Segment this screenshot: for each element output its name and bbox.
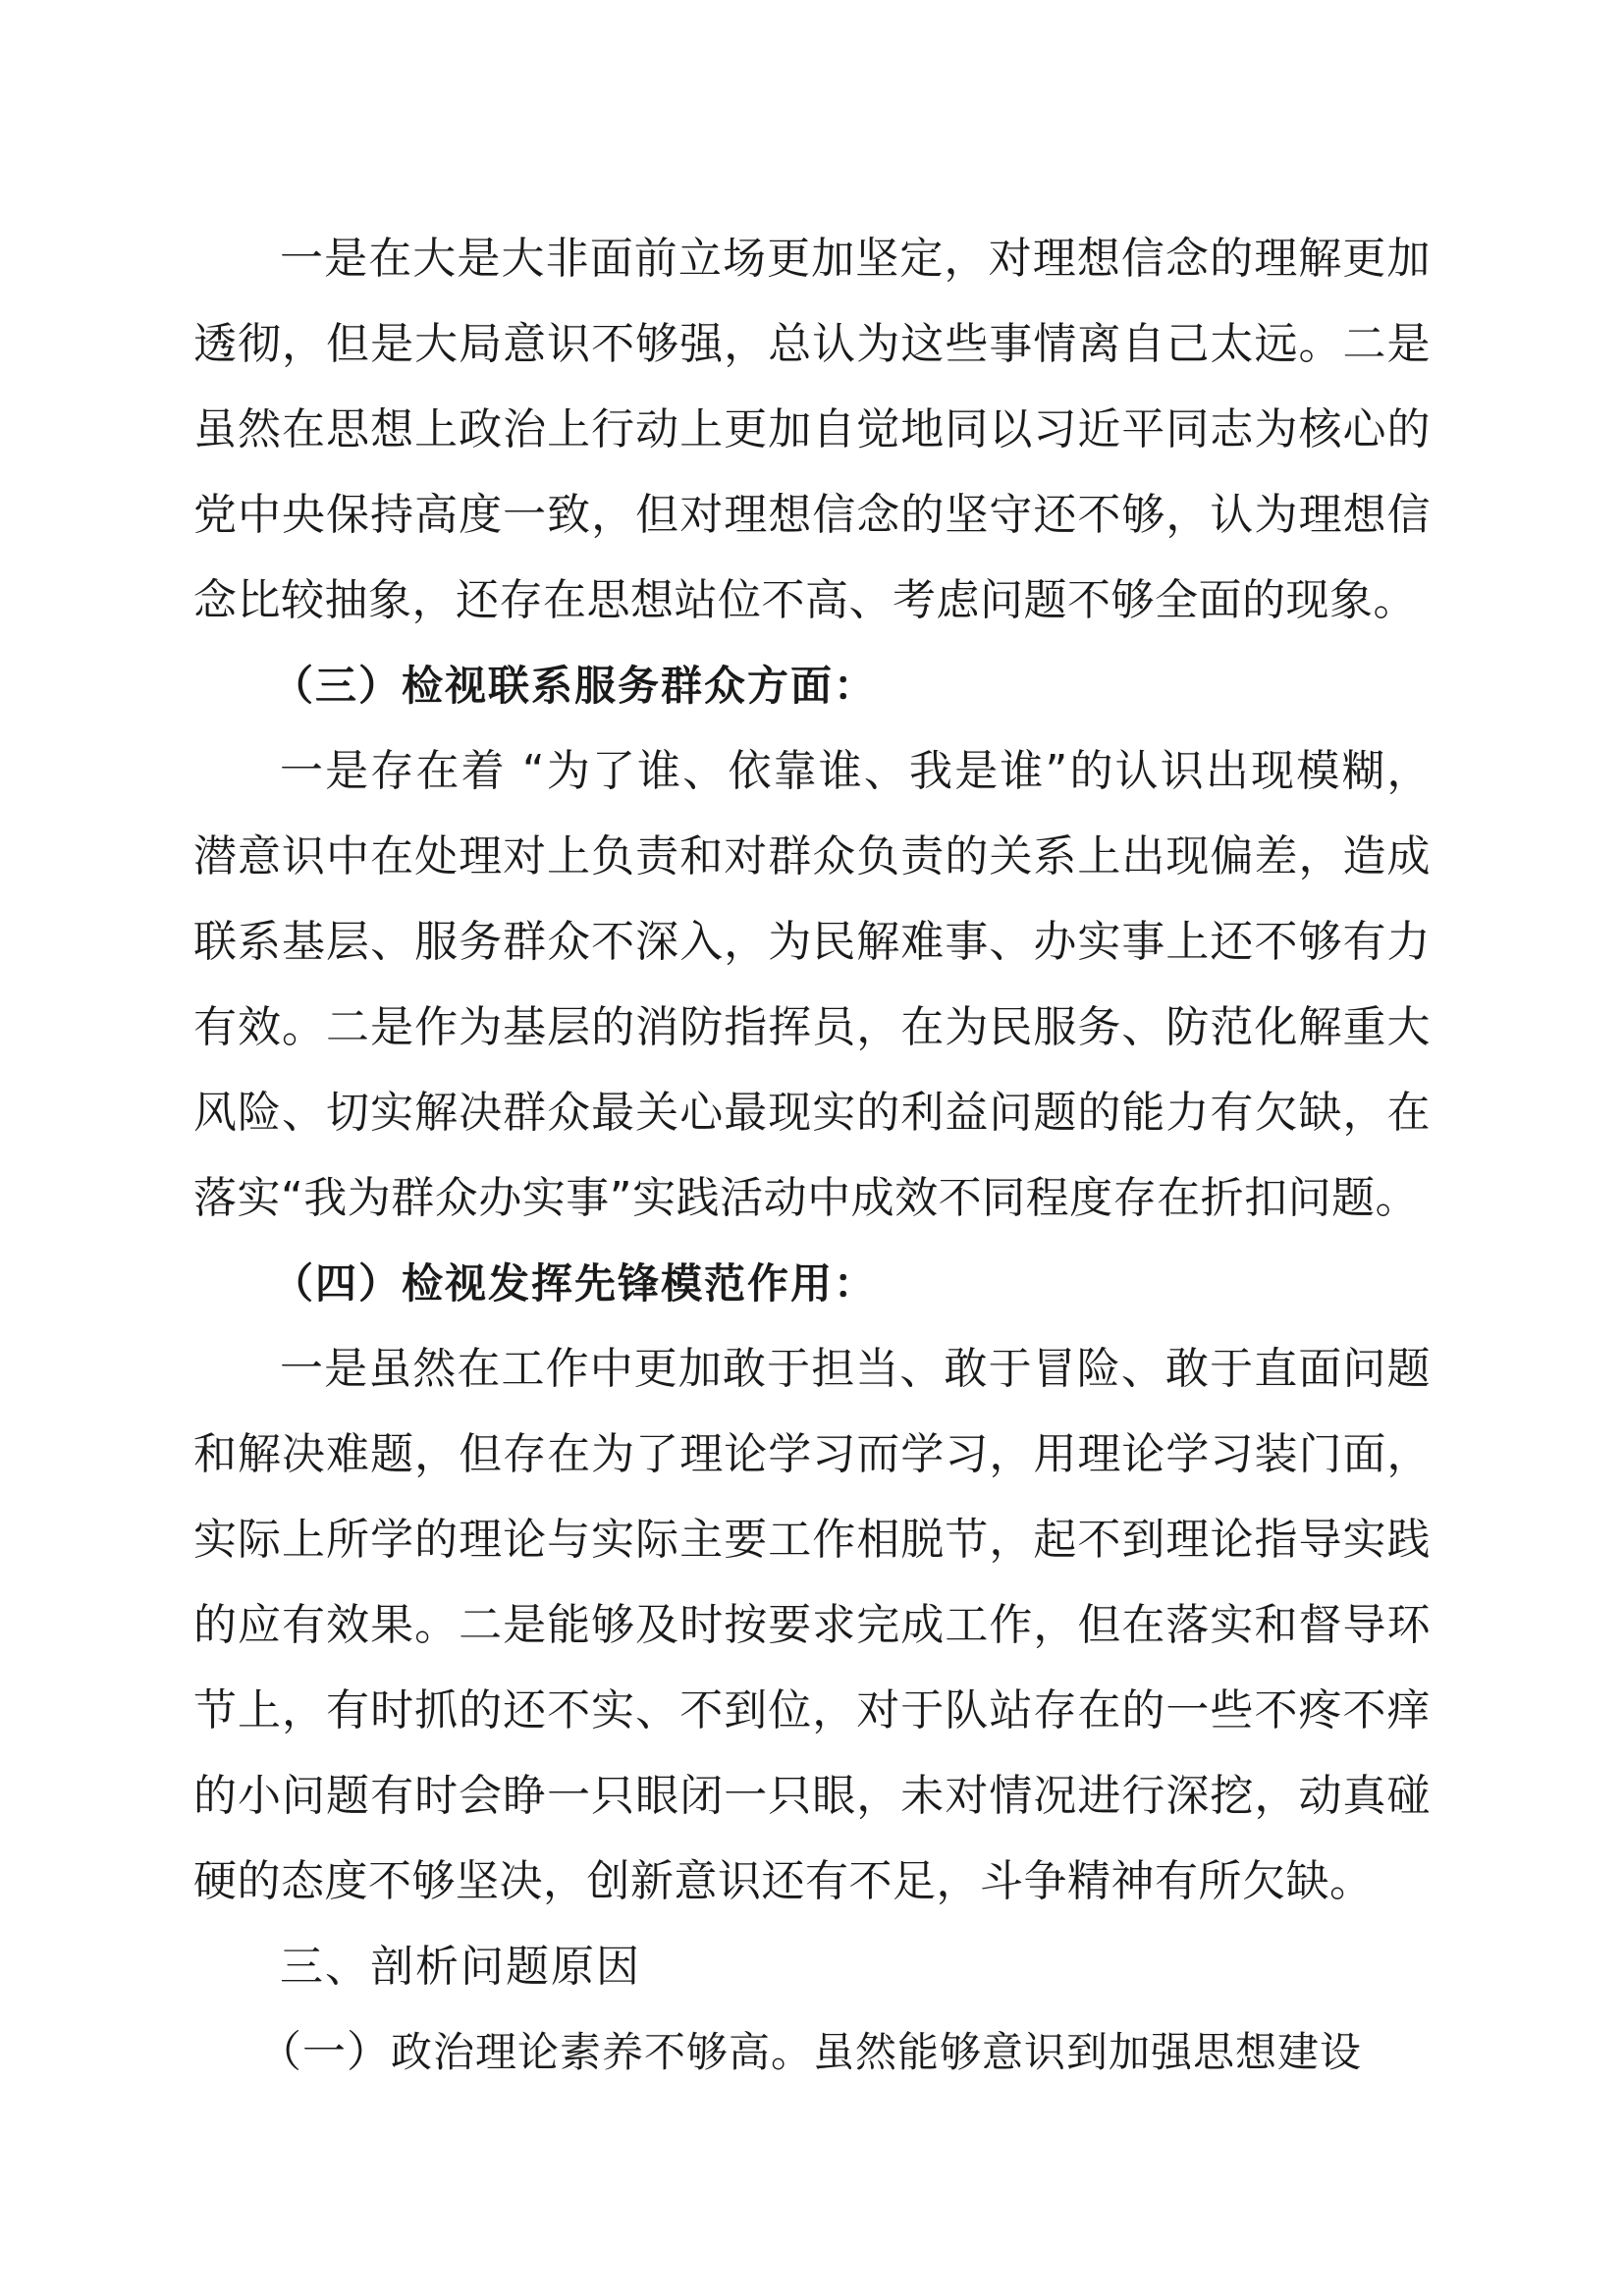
heading-vanguard-role: （四）检视发挥先锋模范作用：: [272, 1259, 878, 1308]
paragraph-political-theory-text: 政治理论素养不够高。虽然能够意识到加强思想建设: [391, 2028, 1363, 2076]
heading-analyze-causes: 三、剖析问题原因: [280, 1942, 641, 1992]
paragraph-political-theory: [193, 2009, 1431, 2095]
paragraph-serving-masses: 一是存在着 “为了谁、依靠谁、我是谁”的认识出现模糊，潜意识中在处理对上负责和对群众负责的关系上出现偏差，造成联系基层、服务群众不深入，为民解难事、办实事上还不够有力有效。二是作为基层的消防指挥员，在为民服务、防范化解重大风险、切实解决群众最关心最现实的利益问题的能力有欠缺，在落实“我为群众办实事”实践活动中成效不同程度存在折扣问题。: [193, 746, 1431, 1223]
paragraph-number: （一）: [258, 2027, 391, 2077]
heading-serving-masses: （三）检视联系服务群众方面：: [272, 662, 878, 710]
document-body: [193, 216, 1431, 2095]
paragraph-vanguard-role: 一是虽然在工作中更加敢于担当、敢于冒险、敢于直面问题和解决难题，但存在为了理论学习而学习，用理论学习装门面，实际上所学的理论与实际主要工作相脱节，起不到理论指导实践的应有效果。二是能够及时按要求完成工作，但在落实和督导环节上，有时抓的还不实、不到位，对于队站存在的一些不疼不痒的小问题有时会睁一只眼闭一只眼，未对情况进行深挖，动真碰硬的态度不够坚决，创新意识还有不足，斗争精神有所欠缺。: [193, 1344, 1431, 1906]
paragraph-ideals: 一是在大是大非面前立场更加坚定，对理想信念的理解更加透彻，但是大局意识不够强，总认为这些事情离自己太远。二是虽然在思想上政治上行动上更加自觉地同以习近平同志为核心的党中央保持高度一致，但对理想信念的坚守还不够，认为理想信念比较抽象，还存在思想站位不高、考虑问题不够全面的现象。: [193, 234, 1431, 625]
